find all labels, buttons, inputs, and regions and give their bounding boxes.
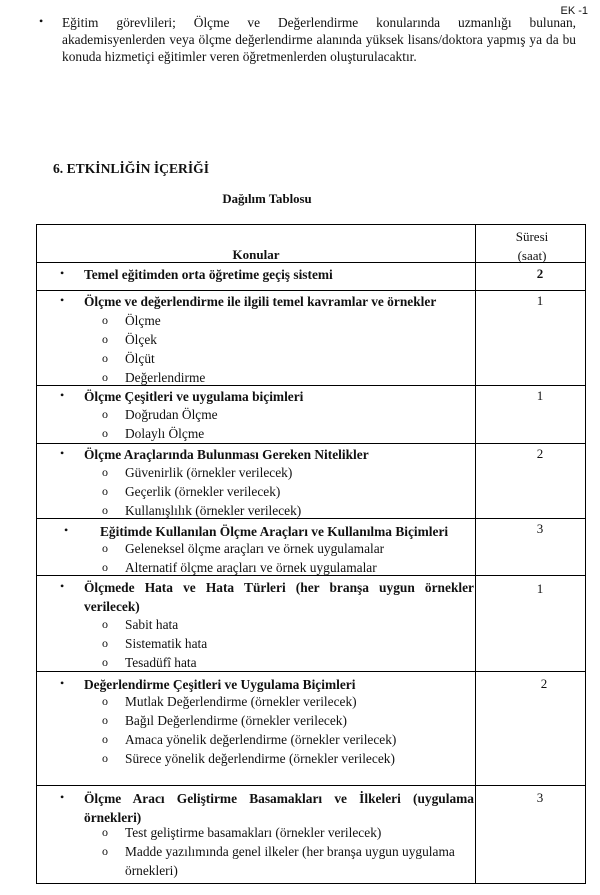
sub-bullet: o <box>102 332 108 346</box>
subtopic-item <box>102 615 474 634</box>
row-divider <box>37 671 585 672</box>
row-divider <box>37 518 585 519</box>
subtopic-text: Geleneksel ölçme araçları ve örnek uygulamalar <box>125 541 385 556</box>
bullet: • <box>60 388 65 402</box>
bullet: • <box>60 446 65 460</box>
subtopic-text: Geçerlik (örnekler verilecek) <box>125 484 281 499</box>
topic-title: Ölçme Araçlarında Bulunması Gereken Nitelikler <box>84 447 369 462</box>
topic-title: Ölçme ve değerlendirme ile ilgili temel kavramlar ve örnekler <box>84 294 437 309</box>
sub-bullet: o <box>102 825 108 839</box>
subtopic-text: Test geliştirme basamakları (örnekler verilecek) <box>125 825 382 840</box>
sub-bullet: o <box>102 541 108 555</box>
row-divider <box>37 443 585 444</box>
subtopic-text: Ölçüt <box>125 351 155 366</box>
sub-bullet: o <box>102 465 108 479</box>
sub-bullet: o <box>102 694 108 708</box>
subtopic-text: Dolaylı Ölçme <box>125 426 205 441</box>
bullet: • <box>60 293 65 307</box>
duration-header-line-1: Süresi <box>515 229 549 244</box>
sub-bullet: o <box>102 503 108 517</box>
bullet: • <box>60 579 65 593</box>
subtopic-text: Tesadüfî hata <box>125 655 197 670</box>
subtopic-item <box>102 311 474 330</box>
subtopic-text: Sabit hata <box>125 617 179 632</box>
duration-header-line-2: (saat) <box>517 248 547 263</box>
subtopic-text: Bağıl Değerlendirme (örnekler verilecek) <box>125 713 347 728</box>
sub-bullet: o <box>102 655 108 669</box>
section-title: 6. ETKİNLİĞİN İÇERİĞİ <box>53 161 209 176</box>
sub-bullet: o <box>102 713 108 727</box>
sub-bullet: o <box>102 370 108 384</box>
sub-bullet: o <box>102 313 108 327</box>
page-corner-label: EK -1 <box>560 5 588 17</box>
sub-bullet: o <box>102 426 108 440</box>
bullet: • <box>39 14 44 28</box>
subtopic-text: Alternatif ölçme araçları ve örnek uygulamalar <box>125 560 377 575</box>
topic-title: Temel eğitimden orta öğretime geçiş sistemi <box>84 267 333 282</box>
topic-duration: 2 <box>540 676 548 691</box>
sub-bullet: o <box>102 484 108 498</box>
subtopic-item <box>102 634 474 653</box>
subtopic-item <box>102 842 474 880</box>
bullet: • <box>60 676 65 690</box>
sub-bullet: o <box>102 844 108 858</box>
subtopic-text: Doğrudan Ölçme <box>125 407 218 422</box>
intro-paragraph <box>40 14 576 65</box>
subtopic-item <box>102 692 474 711</box>
distribution-table <box>36 224 586 884</box>
subtopic-item <box>102 482 474 501</box>
sub-bullet: o <box>102 751 108 765</box>
sub-bullet: o <box>102 617 108 631</box>
subtopic-item <box>102 463 474 482</box>
topic-title: Eğitimde Kullanılan Ölçme Araçları ve Kullanılma Biçimleri <box>100 524 449 539</box>
topic-duration: 3 <box>536 790 544 805</box>
subtopic-item <box>102 749 474 768</box>
subtopic-text: Ölçek <box>125 332 157 347</box>
subtopic-item <box>102 405 474 424</box>
sub-bullet: o <box>102 732 108 746</box>
topic-title: Ölçmede Hata ve Hata Türleri (her branşa uygun örnekler verilecek) <box>84 580 474 614</box>
bullet: • <box>60 266 65 280</box>
subtopic-text: Sistematik hata <box>125 636 208 651</box>
sub-bullet: o <box>102 636 108 650</box>
topic-duration: 1 <box>536 581 544 596</box>
topic-duration: 1 <box>536 388 544 403</box>
topic-title: Ölçme Aracı Geliştirme Basamakları ve İlkeleri (uygulama örnekleri) <box>84 791 474 825</box>
row-divider <box>37 575 585 576</box>
subtopic-text: Sürece yönelik değerlendirme (örnekler verilecek) <box>125 751 395 766</box>
topic-duration: 3 <box>536 521 544 536</box>
topic-title: Ölçme Çeşitleri ve uygulama biçimleri <box>84 389 304 404</box>
sub-bullet: o <box>102 407 108 421</box>
topic-title: Değerlendirme Çeşitleri ve Uygulama Biçimleri <box>84 677 356 692</box>
sub-bullet: o <box>102 351 108 365</box>
subtopic-text: Ölçme <box>125 313 161 328</box>
subtopic-item <box>102 653 474 672</box>
subtopic-item <box>102 349 474 368</box>
intro-text: Eğitim görevlileri; Ölçme ve Değerlendirme konularında uzmanlığı bulunan, akademisyenlerden veya ölçme değerlendirme alanında yüksek lisans/doktora yapmış ya da bu konuda hizmetiçi eğitimler veren öğretmenlerden oluşturulacaktır. <box>62 15 576 64</box>
subtopic-text: Madde yazılımında genel ilkeler (her branşa uygun uygulama örnekleri) <box>125 844 455 878</box>
subtopic-text: Değerlendirme <box>125 370 206 385</box>
sub-bullet: o <box>102 560 108 574</box>
subtopic-item <box>102 539 474 558</box>
subtopic-item <box>102 730 474 749</box>
table-title: Dağılım Tablosu <box>222 192 312 206</box>
column-header-topics: Konular <box>232 247 280 262</box>
subtopic-item <box>102 823 474 842</box>
topic-duration: 2 <box>536 266 544 281</box>
subtopic-text: Güvenirlik (örnekler verilecek) <box>125 465 293 480</box>
subtopic-item <box>102 424 474 443</box>
bullet: • <box>60 790 65 804</box>
row-divider <box>37 385 585 386</box>
subtopic-item <box>102 330 474 349</box>
topic-duration: 1 <box>536 293 544 308</box>
topic-duration: 2 <box>536 446 544 461</box>
subtopic-text: Amaca yönelik değerlendirme (örnekler verilecek) <box>125 732 397 747</box>
subtopic-item <box>102 711 474 730</box>
column-header-duration <box>477 227 587 265</box>
row-divider <box>37 785 585 786</box>
row-divider <box>37 262 585 263</box>
row-divider <box>37 290 585 291</box>
bullet: • <box>64 523 69 537</box>
subtopic-text: Mutlak Değerlendirme (örnekler verilecek) <box>125 694 357 709</box>
subtopic-text: Kullanışlılık (örnekler verilecek) <box>125 503 302 518</box>
